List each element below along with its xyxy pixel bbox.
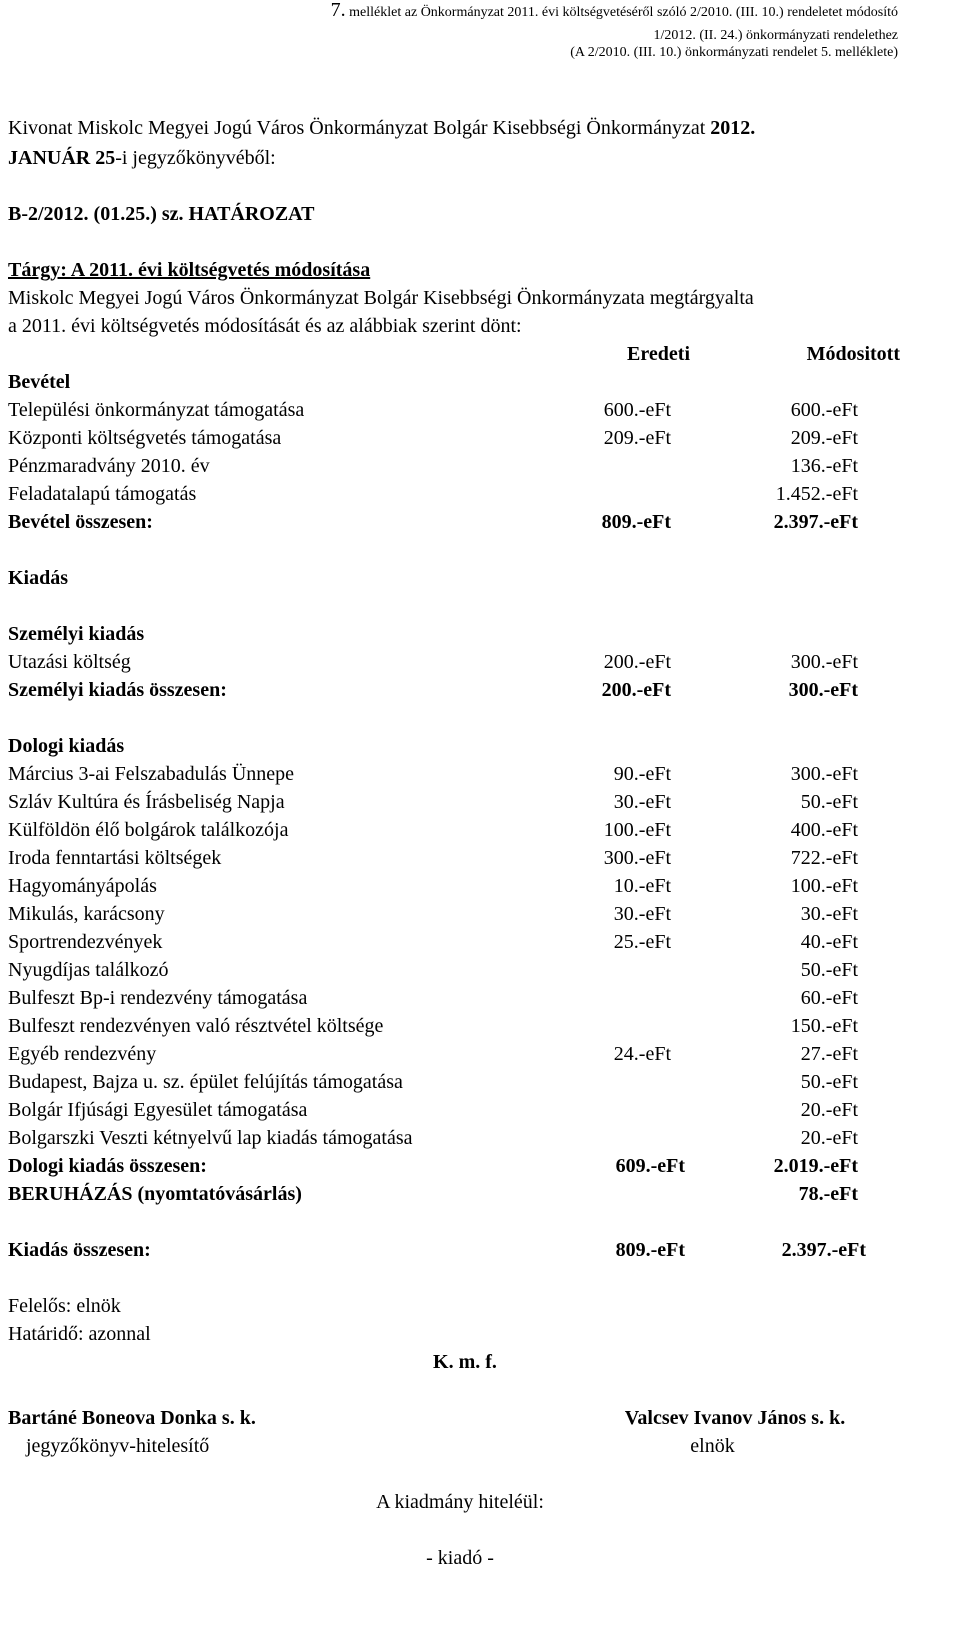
- material-row-modified: 40.-eFt: [800, 931, 858, 953]
- material-row-modified: 150.-eFt: [790, 1015, 858, 1037]
- material-row-label: Bulfeszt rendezvényen való résztvétel költsége: [8, 1015, 384, 1037]
- column-header-original: Eredeti: [627, 343, 690, 365]
- income-row-original: 600.-eFt: [603, 399, 671, 421]
- material-row-label: Nyugdíjas találkozó: [8, 959, 169, 981]
- signatory-right-role: elnök: [690, 1435, 735, 1457]
- personnel-row-modified: 300.-eFt: [790, 651, 858, 673]
- expense-total-label: Kiadás összesen:: [8, 1239, 151, 1261]
- income-row-modified: 209.-eFt: [790, 427, 858, 449]
- subject-line: Tárgy: A 2011. évi költségvetés módosítása: [8, 259, 371, 281]
- column-header-modified: Módositott: [806, 343, 900, 365]
- kivonat-line-2: [8, 146, 276, 170]
- investment-modified: 78.-eFt: [798, 1183, 858, 1205]
- material-total-modified: 2.019.-eFt: [773, 1155, 858, 1177]
- material-row-label: Március 3-ai Felszabadulás Ünnepe: [8, 763, 295, 785]
- investment-label: BERUHÁZÁS (nyomtatóvásárlás): [8, 1183, 302, 1205]
- income-row-original: 209.-eFt: [603, 427, 671, 449]
- material-row-label: Külföldön élő bolgárok találkozója: [8, 819, 289, 841]
- material-row-original: 30.-eFt: [613, 903, 671, 925]
- deadline-line: Határidő: azonnal: [8, 1323, 151, 1345]
- personnel-total-original: 200.-eFt: [601, 679, 671, 701]
- income-row-modified: 600.-eFt: [790, 399, 858, 421]
- material-row-label: Egyéb rendezvény: [8, 1043, 157, 1065]
- material-row-modified: 722.-eFt: [790, 847, 858, 869]
- annex-title: melléklet az Önkormányzat 2011. évi költségvetéséről szóló 2/2010. (III. 10.) rendeletet módosító: [349, 5, 898, 20]
- kivonat-year: 2012.: [710, 117, 756, 139]
- material-row-modified: 400.-eFt: [790, 819, 858, 841]
- material-row-label: Bulfeszt Bp-i rendezvény támogatása: [8, 987, 308, 1009]
- material-row-original: 300.-eFt: [603, 847, 671, 869]
- material-row-modified: 20.-eFt: [800, 1127, 858, 1149]
- material-row-original: 24.-eFt: [613, 1043, 671, 1065]
- income-row-label: Központi költségvetés támogatása: [8, 427, 282, 449]
- subsection-title-material: Dologi kiadás: [8, 735, 125, 757]
- resolution-number: [8, 202, 314, 226]
- signatory-left-role: jegyzőkönyv-hitelesítő: [26, 1435, 210, 1457]
- material-row-original: 10.-eFt: [613, 875, 671, 897]
- authentication-line: A kiadmány hiteléül:: [376, 1491, 544, 1513]
- body-line-2: a 2011. évi költségvetés módosítását és az alábbiak szerint dönt:: [8, 315, 522, 337]
- annex-header-line-2: 1/2012. (II. 24.) önkormányzati rendelethez: [653, 28, 898, 43]
- material-row-original: 25.-eFt: [613, 931, 671, 953]
- material-row-label: Iroda fenntartási költségek: [8, 847, 222, 869]
- kivonat-text: Kivonat Miskolc Megyei Jogú Város Önkormányzat Bolgár Kisebbségi Önkormányzat: [8, 117, 711, 139]
- material-row-modified: 60.-eFt: [800, 987, 858, 1009]
- material-row-label: Bolgarszki Veszti kétnyelvű lap kiadás támogatása: [8, 1127, 413, 1149]
- income-row-label: Feladatalapú támogatás: [8, 483, 197, 505]
- material-row-modified: 300.-eFt: [790, 763, 858, 785]
- income-row-label: Települési önkormányzat támogatása: [8, 399, 305, 421]
- resolution-word: HATÁROZAT: [188, 203, 315, 225]
- signatory-right-name: Valcsev Ivanov János s. k.: [624, 1407, 846, 1429]
- material-row-modified: 30.-eFt: [800, 903, 858, 925]
- material-row-label: Budapest, Bajza u. sz. épület felújítás támogatása: [8, 1071, 403, 1093]
- kivonat-date: JANUÁR 25: [8, 147, 116, 169]
- personnel-row-label: Utazási költség: [8, 651, 131, 673]
- kmf-mark: K. m. f.: [433, 1351, 497, 1373]
- material-row-modified: 27.-eFt: [800, 1043, 858, 1065]
- material-total-label: Dologi kiadás összesen:: [8, 1155, 207, 1177]
- personnel-total-label: Személyi kiadás összesen:: [8, 679, 227, 701]
- material-row-modified: 50.-eFt: [800, 959, 858, 981]
- material-row-original: 100.-eFt: [603, 819, 671, 841]
- income-total-modified: 2.397.-eFt: [773, 511, 858, 533]
- income-row-modified: 136.-eFt: [790, 455, 858, 477]
- resolution-id: B-2/2012. (01.25.) sz.: [8, 203, 189, 225]
- responsible-line: Felelős: elnök: [8, 1295, 121, 1317]
- material-total-original: 609.-eFt: [615, 1155, 685, 1177]
- issuer-line: - kiadó -: [426, 1547, 494, 1569]
- kivonat-line-1: [8, 116, 755, 140]
- material-row-label: Bolgár Ifjúsági Egyesület támogatása: [8, 1099, 308, 1121]
- signatory-left-name: Bartáné Boneova Donka s. k.: [8, 1407, 256, 1429]
- material-row-label: Szláv Kultúra és Írásbeliség Napja: [8, 791, 285, 813]
- income-total-original: 809.-eFt: [601, 511, 671, 533]
- section-title-income: Bevétel: [8, 371, 71, 393]
- material-row-label: Mikulás, karácsony: [8, 903, 165, 925]
- kivonat-suffix: -i jegyzőkönyvéből:: [115, 147, 276, 169]
- income-row-label: Pénzmaradvány 2010. év: [8, 455, 210, 477]
- material-row-modified: 20.-eFt: [800, 1099, 858, 1121]
- annex-number: 7.: [330, 0, 346, 21]
- material-row-modified: 50.-eFt: [800, 791, 858, 813]
- annex-header-line-1: [0, 2, 898, 21]
- income-row-modified: 1.452.-eFt: [775, 483, 858, 505]
- annex-header-line-3: (A 2/2010. (III. 10.) önkormányzati rendelet 5. melléklete): [570, 45, 898, 60]
- income-total-label: Bevétel összesen:: [8, 511, 153, 533]
- personnel-row-original: 200.-eFt: [603, 651, 671, 673]
- material-row-modified: 50.-eFt: [800, 1071, 858, 1093]
- material-row-original: 30.-eFt: [613, 791, 671, 813]
- subsection-title-personnel: Személyi kiadás: [8, 623, 145, 645]
- body-line-1: Miskolc Megyei Jogú Város Önkormányzat Bolgár Kisebbségi Önkormányzata megtárgyalta: [8, 287, 754, 309]
- section-title-expense: Kiadás: [8, 567, 69, 589]
- material-row-modified: 100.-eFt: [790, 875, 858, 897]
- material-row-label: Hagyományápolás: [8, 875, 157, 897]
- personnel-total-modified: 300.-eFt: [788, 679, 858, 701]
- expense-total-original: 809.-eFt: [615, 1239, 685, 1261]
- expense-total-modified: 2.397.-eFt: [781, 1239, 866, 1261]
- material-row-original: 90.-eFt: [613, 763, 671, 785]
- material-row-label: Sportrendezvények: [8, 931, 163, 953]
